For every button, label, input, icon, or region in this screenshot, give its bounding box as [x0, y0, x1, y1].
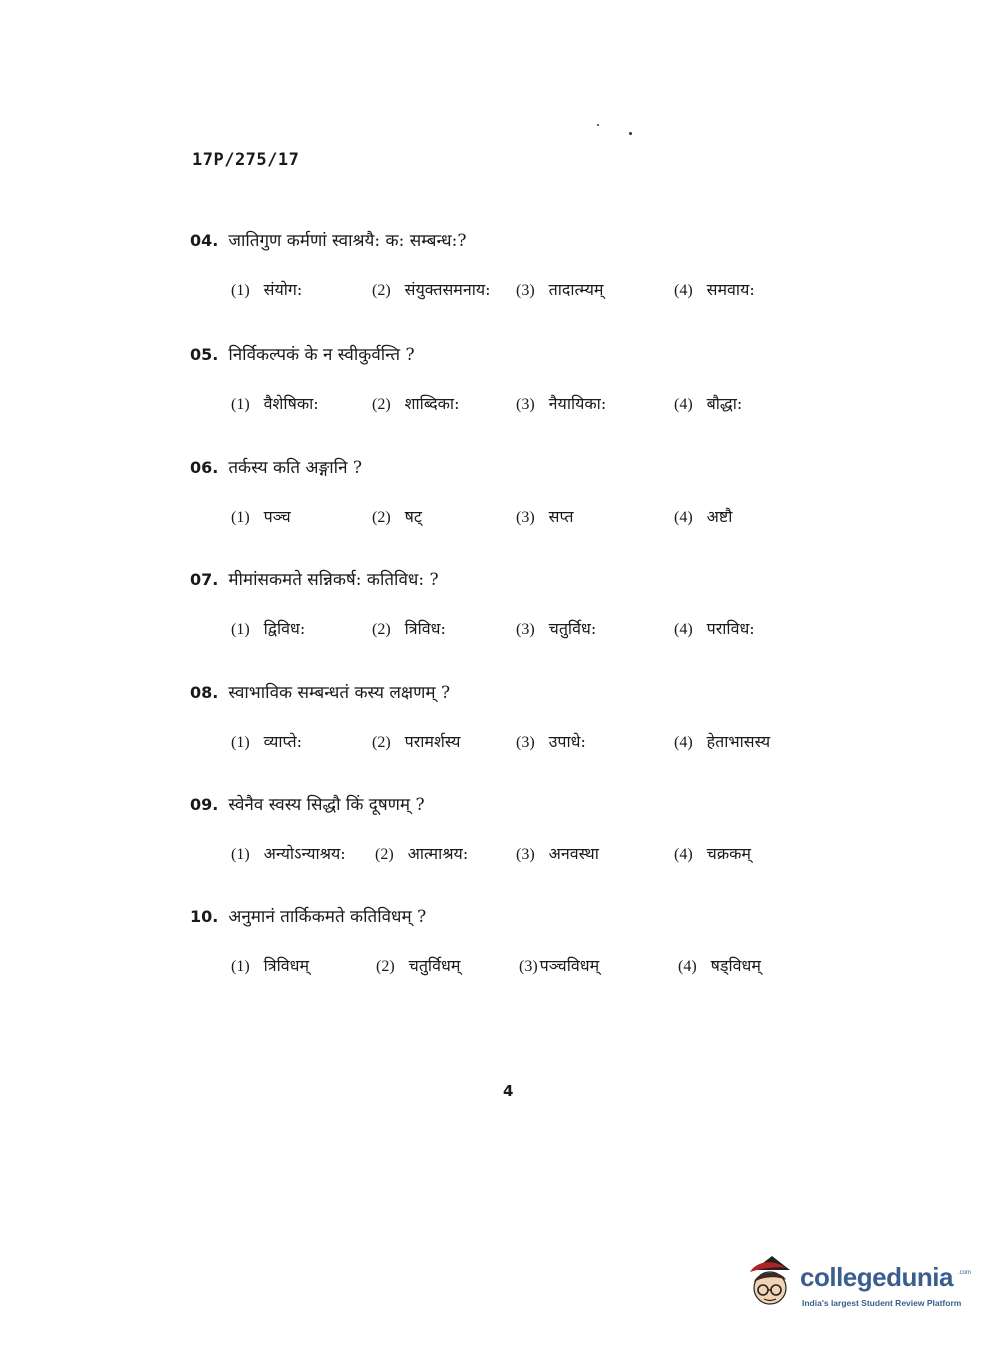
question-text: अनुमानं तार्किकमते कतिविधम् ?: [228, 907, 427, 927]
collegedunia-watermark: [742, 1248, 972, 1318]
option-3: (3) पञ्चविधम्: [519, 956, 600, 975]
question-text: स्वाभाविक सम्बन्धतं कस्य लक्षणम् ?: [228, 683, 451, 703]
option-2: (2) त्रिविध:: [372, 619, 446, 638]
question-number: 04.: [190, 231, 219, 250]
option-4: (4) षड्विधम्: [678, 956, 761, 975]
question-number: 10.: [190, 907, 219, 926]
option-4: (4) चक्रकम्: [674, 844, 751, 863]
option-2: (2) षट्: [372, 507, 422, 526]
option-3: (3) अनवस्था: [516, 844, 599, 863]
option-1: (1) व्याप्ते:: [231, 732, 302, 751]
brand-tagline: India's largest Student Review Platform: [802, 1298, 962, 1308]
question-10: [0, 904, 1001, 1004]
option-1: (1) द्विविध:: [231, 619, 306, 638]
question-text: मीमांसकमते सन्निकर्ष: कतिविध: ?: [228, 570, 439, 590]
question-text: तर्कस्य कति अङ्गानि ?: [228, 458, 363, 478]
mascot-logo-icon: [742, 1248, 802, 1314]
paper-code: 17P/275/17: [192, 150, 300, 170]
option-3: (3) चतुर्विध:: [516, 619, 597, 638]
option-1: (1) त्रिविधम्: [231, 956, 310, 975]
question-04: [0, 228, 1001, 328]
brand-name: collegedunia: [800, 1262, 953, 1292]
question-number: 08.: [190, 683, 219, 702]
question-number: 07.: [190, 570, 219, 589]
option-1: (1) पञ्च: [231, 507, 291, 526]
page-number: 4: [503, 1082, 514, 1100]
option-2: (2) आत्माश्रय:: [375, 844, 469, 863]
option-3: (3) तादात्म्यम्: [516, 280, 604, 299]
option-1: (1) वैशेषिका:: [231, 394, 319, 413]
option-4: (4) हेताभासस्य: [674, 732, 771, 751]
option-4: (4) पराविध:: [674, 619, 755, 638]
question-09: [0, 792, 1001, 892]
question-05: [0, 342, 1001, 442]
option-3: (3) नैयायिका:: [516, 394, 607, 413]
question-number: 09.: [190, 795, 219, 814]
option-1: (1) अन्योऽन्याश्रय:: [231, 844, 346, 863]
option-2: (2) चतुर्विधम्: [376, 956, 461, 975]
question-text: निर्विकल्पकं के न स्वीकुर्वन्ति ?: [228, 345, 415, 365]
option-4: (4) बौद्धा:: [674, 394, 743, 413]
speck-dot: [597, 124, 599, 126]
option-4: (4) अष्टौ: [674, 507, 733, 526]
question-06: [0, 455, 1001, 555]
option-1: (1) संयोग:: [231, 280, 303, 299]
option-3: (3) सप्त: [516, 507, 574, 526]
question-number: 06.: [190, 458, 219, 477]
question-number: 05.: [190, 345, 219, 364]
speck-dot: [629, 132, 632, 135]
question-text: जातिगुण कर्मणां स्वाश्रयै: क: सम्बन्ध:?: [228, 231, 467, 251]
question-text: स्वेनैव स्वस्य सिद्धौ किं दूषणम् ?: [228, 795, 425, 815]
option-3: (3) उपाधे:: [516, 732, 586, 751]
option-4: (4) समवाय:: [674, 280, 755, 299]
question-08: [0, 680, 1001, 780]
brand-dotcom: .com: [958, 1270, 972, 1276]
option-2: (2) संयुक्तसमनाय:: [372, 280, 491, 299]
question-07: [0, 567, 1001, 667]
option-2: (2) परामर्शस्य: [372, 732, 461, 751]
option-2: (2) शाब्दिका:: [372, 394, 460, 413]
